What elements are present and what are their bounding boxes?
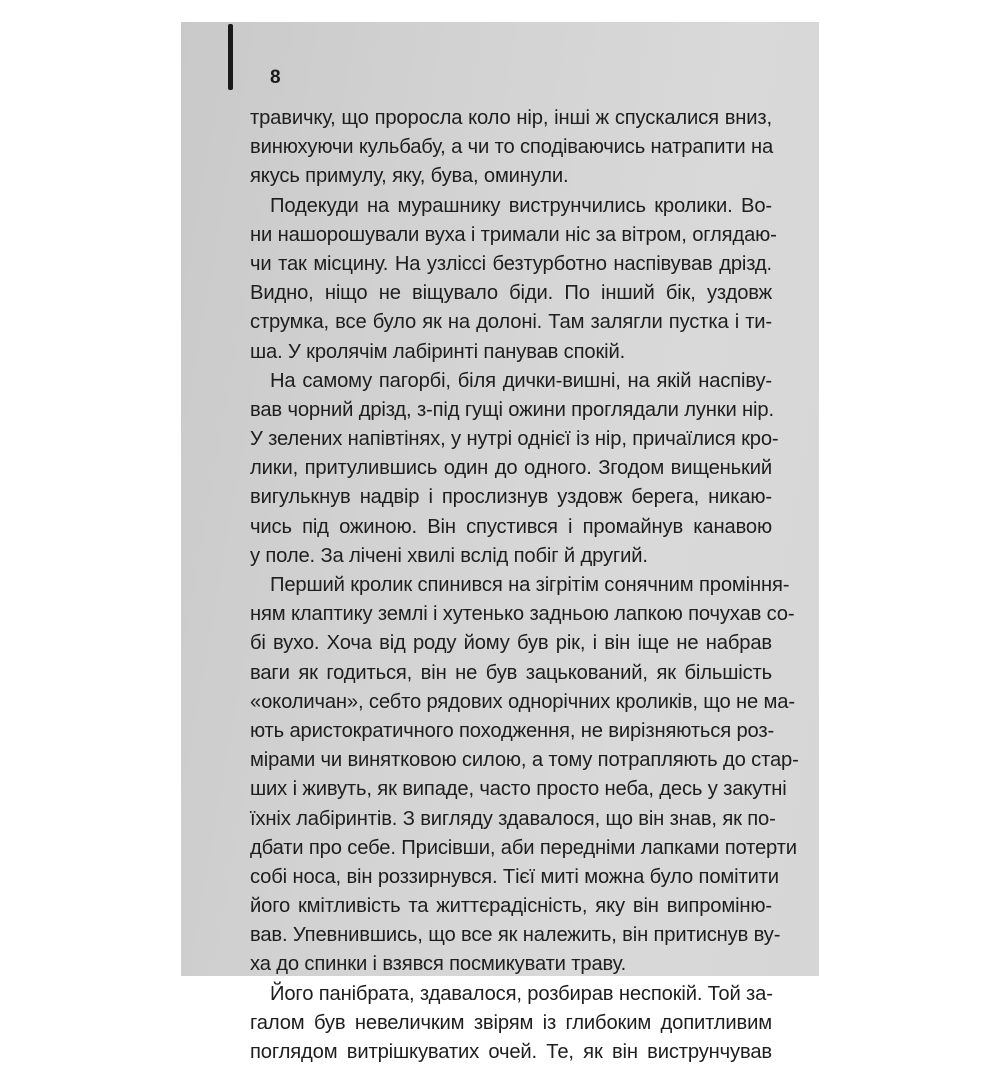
text-line: бі вухо. Хоча від роду йому був рік, і він іще не набрав — [250, 632, 772, 655]
text-line: Перший кролик спинився на зігрітім сонячним проміння- — [270, 574, 790, 596]
text-line: дбати про себе. Присівши, аби передніми лапками потерти — [250, 836, 797, 859]
text-line: їхніх лабіринтів. З вигляду здавалося, що він знав, як по- — [250, 807, 776, 830]
text-line: ють аристократичного походження, не вирізняються роз- — [250, 719, 775, 742]
text-line: лики, притулившись один до одного. Згодом вищенький — [250, 457, 772, 480]
text-line: струмка, все було як на долоні. Там залягли пустка і ти- — [250, 311, 772, 334]
text-line: На самому пагорбі, біля дички-вишні, на якій наспіву- — [270, 369, 772, 392]
text-line: чись під ожиною. Він спустився і промайнув канавою — [250, 515, 772, 538]
text-line: Видно, ніщо не віщувало біди. По інший бік, уздовж — [250, 282, 772, 305]
text-line: вав. Упевнившись, що все як належить, він притиснув ву- — [250, 924, 781, 947]
text-line: поглядом витрішкуватих очей. Те, як він виструнчував — [250, 1041, 772, 1063]
text-line: У зелених напівтінях, у нутрі однієї із нір, причаїлися кро- — [250, 428, 779, 451]
binding-edge-mark — [228, 24, 233, 90]
text-line: чи так місцину. На узліссі безтурботно наспівував дрізд. — [250, 252, 772, 275]
text-line: вигулькнув надвір і прослизнув уздовж берега, никаю- — [250, 486, 772, 509]
text-line: Подекуди на мурашнику виструнчились кролики. Во- — [270, 194, 772, 217]
text-line: ших і живуть, як випаде, часто просто неба, десь у закутні — [250, 778, 787, 801]
text-line: у поле. За лічені хвилі вслід побіг й другий. — [250, 544, 648, 567]
text-line: Його панібрата, здавалося, розбирав неспокій. Той за- — [270, 982, 773, 1005]
text-line: його кмітливість та життєрадісність, яку він випроміню- — [250, 895, 772, 918]
text-line: винюхуючи кульбабу, а чи то сподіваючись натрапити на — [250, 136, 774, 159]
text-line: ням клаптику землі і хутенько задньою лапкою почухав со- — [250, 603, 795, 626]
text-line: ха до спинки і взявся посмикувати траву. — [250, 953, 627, 976]
text-line: вав чорний дрізд, з-під гущі ожини проглядали лунки нір. — [250, 398, 774, 421]
body-text — [250, 104, 799, 1067]
scanned-page — [181, 22, 819, 1063]
text-line: мірами чи винятковою силою, а тому потрапляють до стар- — [250, 749, 799, 772]
text-line: якусь примулу, яку, бува, оминули. — [250, 165, 569, 188]
text-line: галом був невеличким звірям із глибоким допитливим — [250, 1011, 772, 1034]
text-line: собі носа, він роззирнувся. Тієї миті можна було помітити — [250, 865, 779, 888]
text-line: ваги як годиться, він не був зацькований, як більшість — [250, 661, 772, 684]
page-number: 8 — [270, 67, 281, 88]
text-line: ша. У кролячім лабіринті панував спокій. — [250, 340, 626, 363]
text-line: «околичан», себто рядових однорічних кроликів, що не ма- — [250, 690, 795, 713]
text-line: ни нашорошували вуха і тримали ніс за вітром, оглядаю- — [250, 223, 777, 246]
text-line: травичку, що проросла коло нір, інші ж спускалися вниз, — [250, 107, 772, 129]
